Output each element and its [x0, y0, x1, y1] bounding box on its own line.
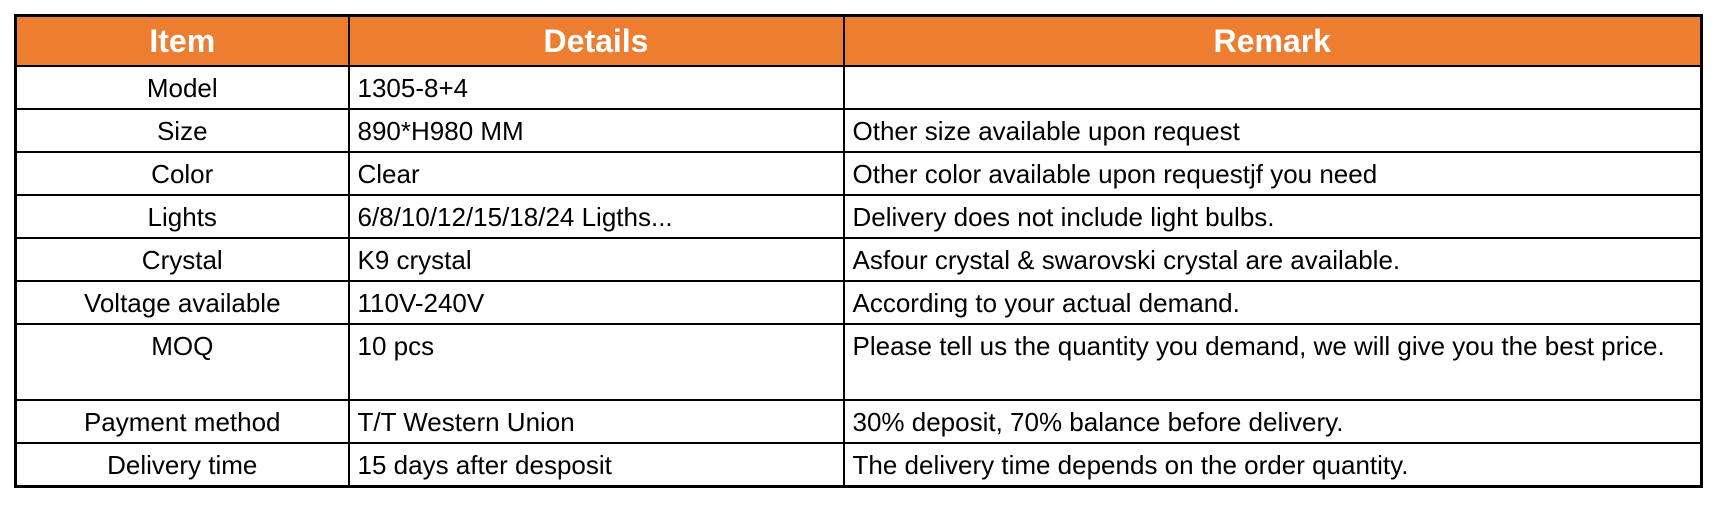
table-header [16, 16, 1702, 67]
cell-remark: 30% deposit, 70% balance before delivery. [844, 400, 1702, 443]
table-row-crystal [16, 238, 1702, 281]
cell-details: K9 crystal [349, 238, 844, 281]
header-cell-item: Item [16, 16, 349, 67]
table-row-size [16, 109, 1702, 152]
table-row-color [16, 152, 1702, 195]
table-body [16, 66, 1702, 487]
cell-details: T/T Western Union [349, 400, 844, 443]
table-row-lights [16, 195, 1702, 238]
cell-remark: According to your actual demand. [844, 281, 1702, 324]
cell-item: Size [16, 109, 349, 152]
cell-item: Delivery time [16, 443, 349, 487]
cell-item: MOQ [16, 324, 349, 400]
cell-details: 6/8/10/12/15/18/24 Ligths... [349, 195, 844, 238]
cell-remark: The delivery time depends on the order quantity. [844, 443, 1702, 487]
cell-details: 15 days after desposit [349, 443, 844, 487]
table-row-voltage [16, 281, 1702, 324]
cell-item: Crystal [16, 238, 349, 281]
cell-remark: Please tell us the quantity you demand, we will give you the best price. [844, 324, 1702, 400]
cell-remark: Delivery does not include light bulbs. [844, 195, 1702, 238]
cell-remark [844, 66, 1702, 109]
cell-details: 110V-240V [349, 281, 844, 324]
product-spec-table-container [14, 14, 1703, 488]
cell-details: 1305-8+4 [349, 66, 844, 109]
cell-details: 890*H980 MM [349, 109, 844, 152]
cell-item: Lights [16, 195, 349, 238]
cell-item: Voltage available [16, 281, 349, 324]
header-row [16, 16, 1702, 67]
header-cell-remark: Remark [844, 16, 1702, 67]
table-row-moq [16, 324, 1702, 400]
cell-details: Clear [349, 152, 844, 195]
table-row-delivery [16, 443, 1702, 487]
table-row-payment [16, 400, 1702, 443]
cell-item: Color [16, 152, 349, 195]
cell-item: Payment method [16, 400, 349, 443]
cell-remark: Asfour crystal & swarovski crystal are available. [844, 238, 1702, 281]
header-cell-details: Details [349, 16, 844, 67]
table-row-model [16, 66, 1702, 109]
product-spec-table [14, 14, 1703, 488]
cell-details: 10 pcs [349, 324, 844, 400]
cell-item: Model [16, 66, 349, 109]
cell-remark: Other color available upon requestjf you need [844, 152, 1702, 195]
cell-remark: Other size available upon request [844, 109, 1702, 152]
